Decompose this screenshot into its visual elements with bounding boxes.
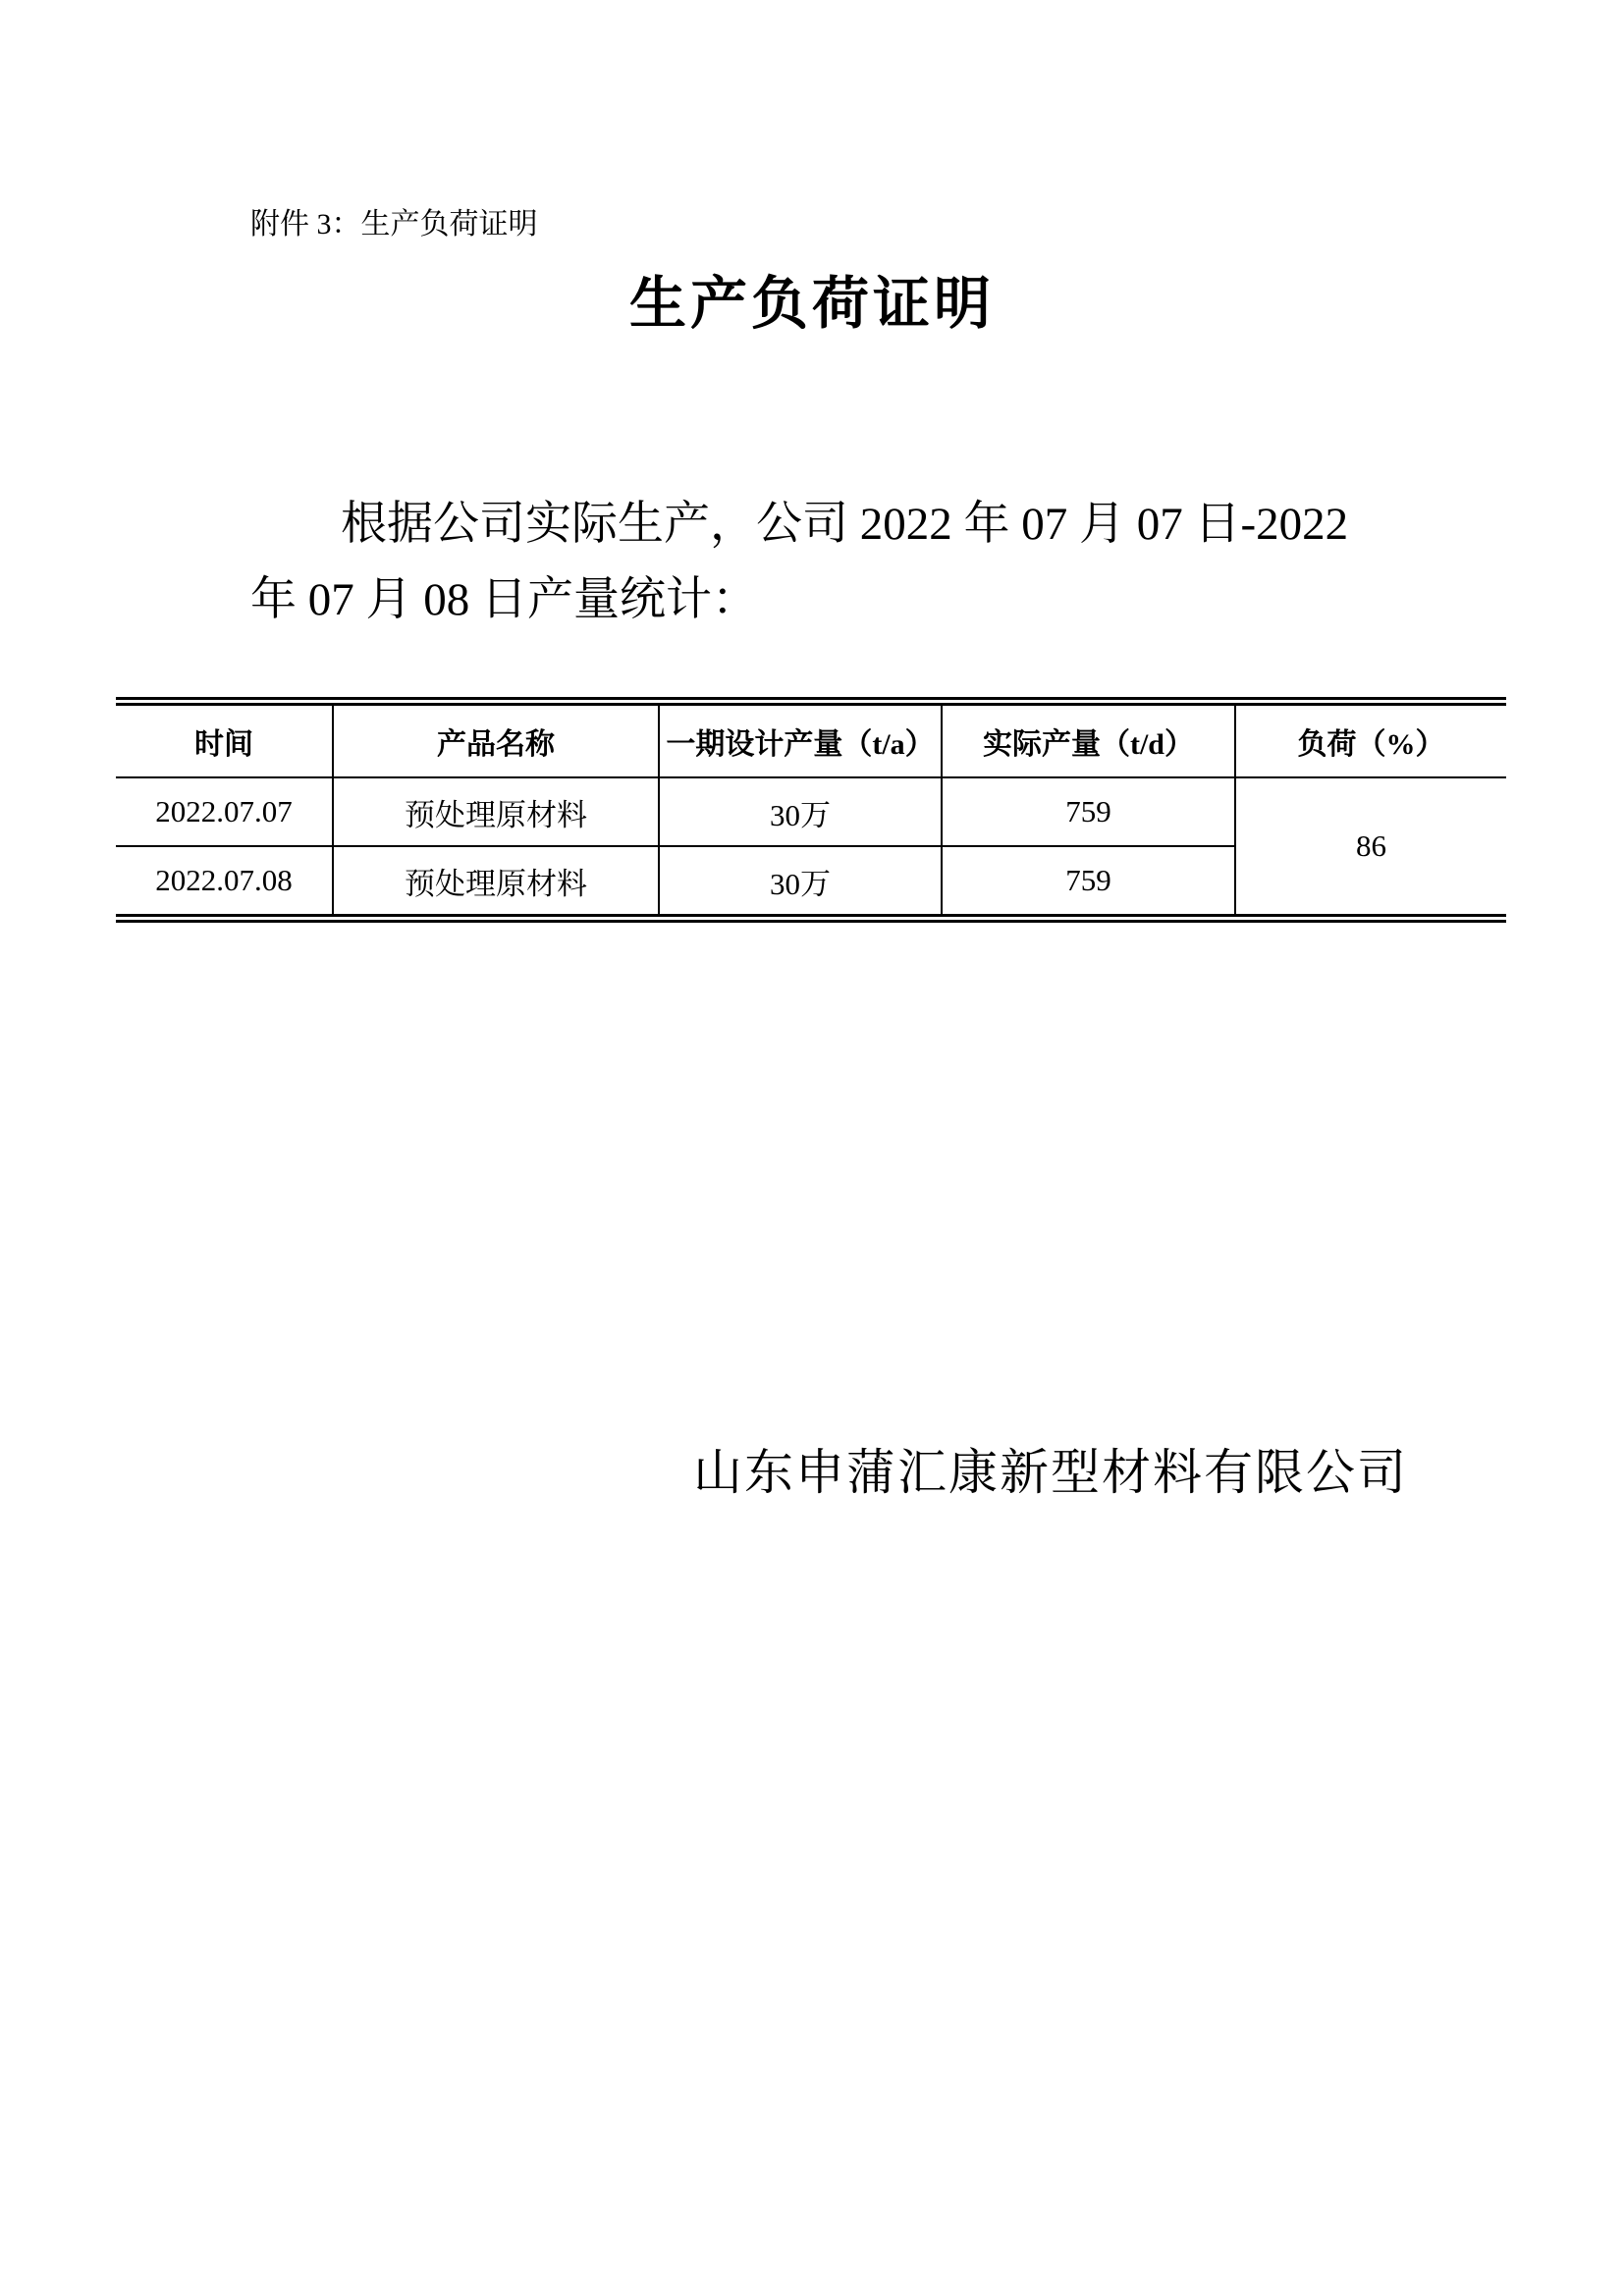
- header-cell-actual-output: 实际产量（t/d）: [942, 702, 1235, 778]
- paragraph-line-2: 年 07 月 08 日产量统计：: [250, 574, 758, 625]
- cell-actual-output: 759: [942, 777, 1235, 846]
- cell-product-name: 预处理原材料: [333, 846, 659, 919]
- header-cell-design-output: 一期设计产量（t/a）: [659, 702, 942, 778]
- cell-actual-output: 759: [942, 846, 1235, 919]
- cell-load-value: 86: [1235, 777, 1506, 919]
- production-table: [116, 697, 1506, 923]
- body-paragraph: [250, 487, 1468, 638]
- production-table-container: [116, 697, 1506, 923]
- attachment-label: 附件 3：生产负荷证明: [250, 208, 538, 240]
- company-signature: 山东申蒲汇康新型材料有限公司: [693, 1445, 1408, 1500]
- cell-product-name: 预处理原材料: [333, 777, 659, 846]
- cell-date: 2022.07.08: [155, 863, 293, 897]
- header-cell-product-name: 产品名称: [333, 702, 659, 778]
- page-title: 生产负荷证明: [628, 272, 995, 336]
- header-cell-load: 负荷（%）: [1235, 702, 1506, 778]
- cell-design-output: 30万: [659, 777, 942, 846]
- cell-design-output: 30万: [659, 846, 942, 919]
- paragraph-line-1: 根据公司实际生产，公司 2022 年 07 月 07 日-2022: [341, 499, 1349, 550]
- table-header-row: [116, 702, 1506, 778]
- header-cell-time: 时间: [116, 702, 333, 778]
- cell-date: 2022.07.07: [116, 777, 333, 846]
- table-row: [116, 777, 1506, 846]
